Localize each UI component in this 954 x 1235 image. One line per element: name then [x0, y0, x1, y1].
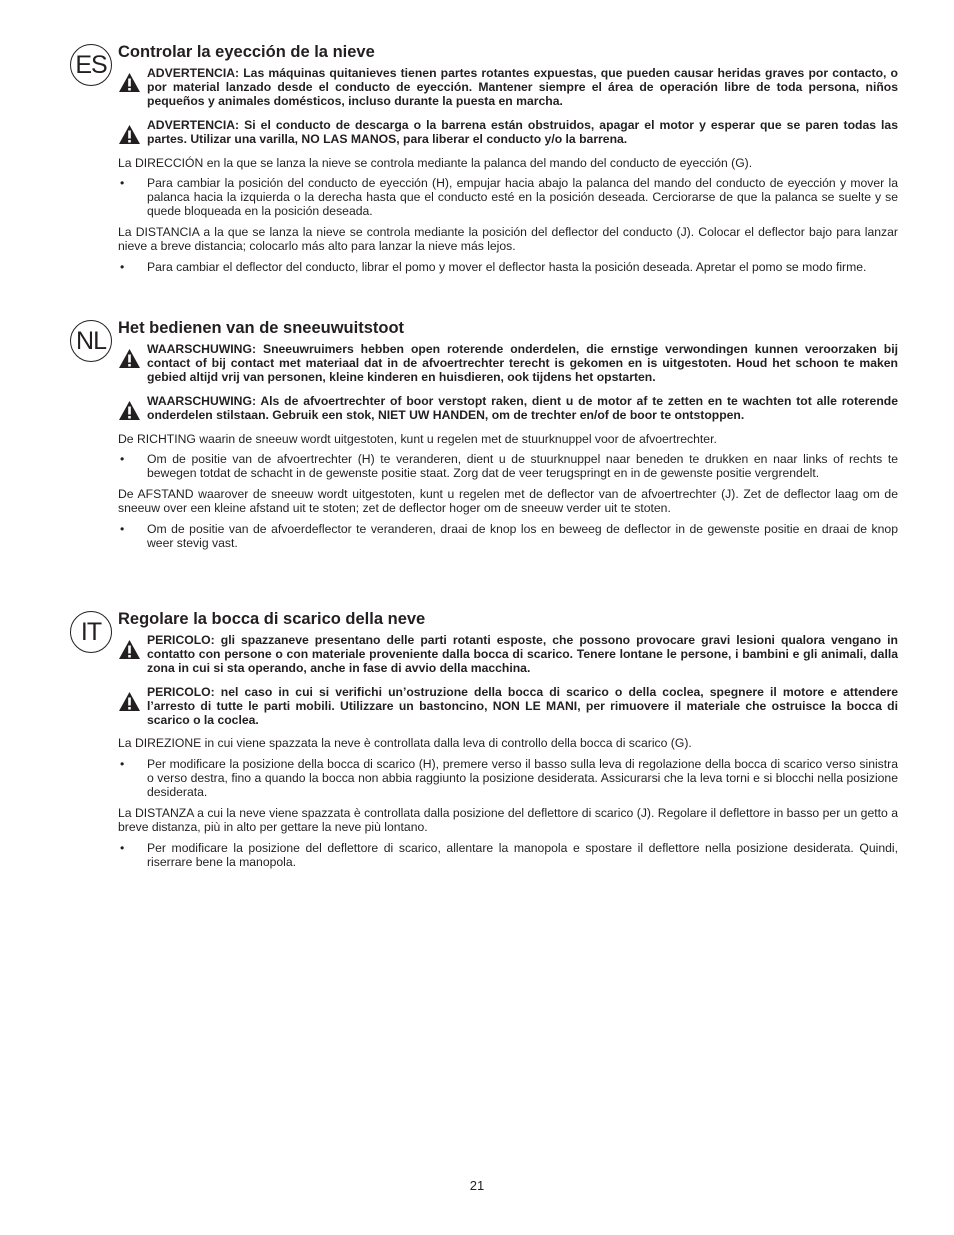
warning-triangle-icon	[118, 124, 141, 145]
section-it-content	[118, 609, 898, 877]
bullet-mark: •	[120, 452, 125, 467]
warning-block	[118, 634, 898, 676]
warning-triangle-icon	[118, 72, 141, 93]
warning-text: PERICOLO: gli spazzaneve presentano delle parti rotanti esposte, che possono provocare gravi lesioni qualora vengano in contatto con persone o con materiale proveniente dalla bocca di scarico. Tenere lontane le persone, i bambini e gli animali, dalla zona in cui si sta operando, anche in fase di avvio della macchina.	[147, 633, 898, 675]
paragraph: La DIREZIONE in cui viene spazzata la neve è controllata dalla leva di controllo della bocca di scarico (G).	[118, 736, 692, 751]
bullet-mark: •	[120, 522, 125, 537]
bullet-text: Om de positie van de afvoerdeflector te veranderen, draai de knop los en beweeg de deflector in de gewenste positie en draai de knop weer stevig vast.	[147, 522, 898, 550]
bullet-item	[118, 842, 898, 870]
warning-text: WAARSCHUWING: Sneeuwruimers hebben open roterende onderdelen, die ernstige verwondingen kunnen veroorzaken bij contact of bij contact met materiaal dat in de afvoertrechter terecht is gekomen en is uitgestoten. Houd het schoon te maken gebied altijd vrij van personen, kleine kinderen en huisdieren, ook tijdens het opstarten.	[147, 342, 898, 384]
section-es-content	[118, 42, 898, 282]
warning-block	[118, 119, 898, 147]
bullet-text: Per modificare la posizione della bocca di scarico (H), premere verso il basso sulla leva di regolazione della bocca di scarico verso sinistra o verso destra, fino a quando la bocca non abbia raggiunto la posizione desiderata. Assicurarsi che la leva torni e si blocchi nella posizione desiderata.	[147, 757, 898, 800]
bullet-item	[118, 523, 898, 551]
paragraph: La DIRECCIÓN en la que se lanza la nieve se controla mediante la palanca del mando del conducto de eyección (G).	[118, 155, 753, 170]
bullet-text: Om de positie van de afvoertrechter (H) te veranderen, dient u de stuurknuppel naar beneden te drukken en naar links of rechts te bewegen totdat de schacht in de gewenste positie staat. Zorg dat de veer terugspringt en in de gewenste positie vergrendelt.	[147, 452, 898, 481]
warning-block	[118, 686, 898, 728]
warning-text: ADVERTENCIA: Las máquinas quitanieves tienen partes rotantes expuestas, que pueden causar heridas graves por contacto, o por material lanzado desde el conducto de eyección. Mantener siempre el área de operación libre de toda persona, niños pequeños y animales domésticos, incluso durante la puesta en marcha.	[147, 66, 898, 108]
bullet-item	[118, 261, 898, 275]
warning-block	[118, 67, 898, 109]
paragraph: De RICHTING waarin de sneeuw wordt uitgestoten, kunt u regelen met de stuurknuppel voor de afvoertrechter.	[118, 431, 717, 446]
warning-triangle-icon	[118, 400, 141, 421]
paragraph: De AFSTAND waarover de sneeuw wordt uitgestoten, kunt u regelen met de deflector van de afvoertrechter (J). Zet de deflector laag om de sneeuw over een kleine afstand uit te stoten; zet de deflector hoger om de sneeuw verder uit te stoten.	[118, 487, 898, 516]
section-heading: Controlar la eyección de la nieve	[118, 43, 375, 61]
warning-block	[118, 395, 898, 423]
bullet-text: Para cambiar el deflector del conducto, librar el pomo y mover el deflector hasta la posición deseada. Apretar el pomo se modo firme.	[147, 259, 867, 274]
language-badge-nl: NL	[70, 320, 112, 362]
bullet-mark: •	[120, 840, 125, 855]
warning-text: WAARSCHUWING: Als de afvoertrechter of boor verstopt raken, dient u de motor af te zetten en te wachten tot alle roterende onderdelen stilstaan. Gebruik een stok, NIET UW HANDEN, om de trechter en/of de boor te ontstoppen.	[147, 393, 898, 422]
bullet-text: Per modificare la posizione del deflettore di scarico, allentare la manopola e spostare il deflettore nella posizione desiderata. Quindi, riserrare bene la manopola.	[147, 840, 898, 869]
section-nl-content	[118, 318, 898, 558]
language-badge-es: ES	[70, 44, 112, 86]
section-heading: Het bedienen van de sneeuwuitstoot	[118, 319, 405, 337]
warning-triangle-icon	[118, 639, 141, 660]
bullet-item	[118, 758, 898, 800]
bullet-text: Para cambiar la posición del conducto de eyección (H), empujar hacia abajo la palanca del mando del conducto de eyección y mover la palanca hacia la izquierda o la derecha hasta que el conducto esté en la posición deseada. Cerciorarse de que la palanca se suelte y se quede bloqueada en la posición deseada.	[147, 176, 898, 219]
bullet-mark: •	[120, 259, 125, 274]
warning-triangle-icon	[118, 691, 141, 712]
warning-triangle-icon	[118, 348, 141, 369]
page-number: 21	[469, 1178, 485, 1193]
warning-text: PERICOLO: nel caso in cui si verifichi un’ostruzione della bocca di scarico o della coclea, spegnere il motore e attendere l’arresto di tutte le parti mobili. Utilizzare un bastoncino, NON LE MANI, per rimuovere il materiale che ostruisce la bocca di scarico o la coclea.	[147, 684, 898, 727]
warning-block	[118, 343, 898, 385]
section-heading: Regolare la bocca di scarico della neve	[118, 610, 426, 628]
language-badge-it: IT	[70, 611, 112, 653]
bullet-item	[118, 177, 898, 219]
bullet-mark: •	[120, 176, 125, 191]
paragraph: La DISTANCIA a la que se lanza la nieve se controla mediante la posición del deflector del conducto (J). Colocar el deflector bajo para lanzar nieve a breve distancia; colocarlo más alto para lanzar la nieve más lejos.	[118, 225, 898, 254]
bullet-mark: •	[120, 757, 125, 772]
paragraph: La DISTANZA a cui la neve viene spazzata è controllata dalla posizione del deflettore di scarico (J). Regolare il deflettore in basso per un getto a breve distanza, più in alto per gettare la neve più lontano.	[118, 806, 898, 834]
warning-text: ADVERTENCIA: Si el conducto de descarga o la barrena están obstruidos, apagar el motor y esperar que se paren todas las partes. Utilizar una varilla, NO LAS MANOS, para liberar el conducto y/o la barrena.	[147, 117, 898, 146]
bullet-item	[118, 453, 898, 481]
